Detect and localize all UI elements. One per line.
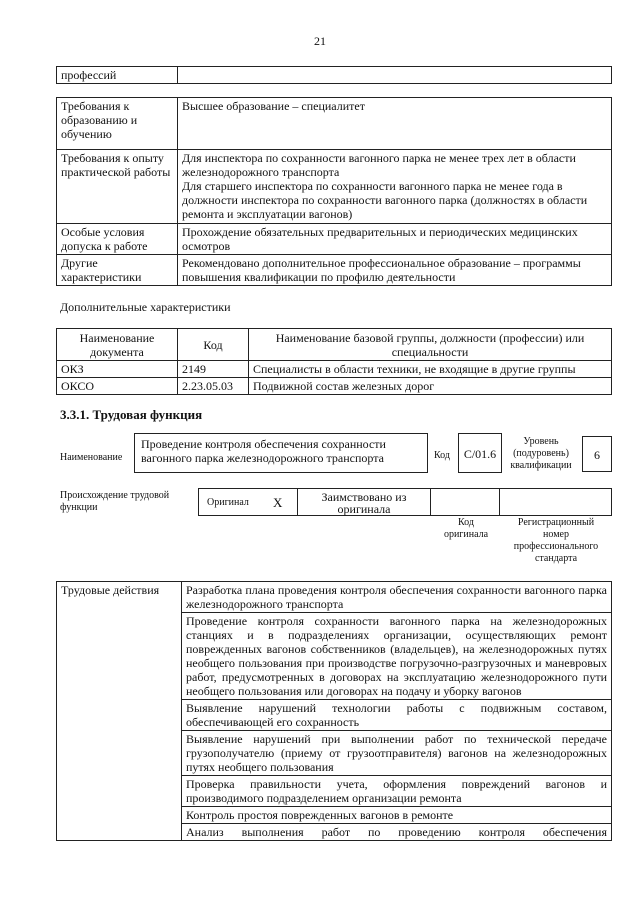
list-item: Проведение контроля сохранности вагонного парка на железнодорожных станциях и в подразделениях организации, осуществляющих ремонт поврежденных вагонов собственников (владельцев), на железнодорожных путях необщего пользования при производстве погрузочно-разгрузочных и маневровых работ, предусмотренных в договорах на эксплуатацию железнодорожного пути необщего пользования или договорах на подачу и уборку вагонов xyxy=(182,613,612,700)
origin-reg-box xyxy=(499,488,612,516)
origin-label: Происхождение трудовой функции xyxy=(60,490,170,513)
list-item: Анализ выполнения работ по проведению контроля обеспечения xyxy=(182,824,612,841)
extra-header-name: Наименование базовой группы, должности (профессии) или специальности xyxy=(249,329,612,361)
function-name-value: Проведение контроля обеспечения сохранности вагонного парка железнодорожного транспорта xyxy=(141,437,386,465)
function-code-value: C/01.6 xyxy=(463,447,497,461)
table-row xyxy=(57,378,612,395)
function-code-label: Код xyxy=(434,450,450,461)
list-item: Выявление нарушений при выполнении работ по технической передаче грузополучателю (приему от грузоотправителя) вагонов на железнодорожных путях необщего пользования xyxy=(182,731,612,776)
list-item: Проверка правильности учета, оформления повреждений вагонов и производимого подразделением организации ремонта xyxy=(182,776,612,807)
table-row xyxy=(57,361,612,378)
extra-cell: 2.23.05.03 xyxy=(178,378,249,395)
req-line: Высшее образование – специалитет xyxy=(182,99,365,113)
req-label-other: Другие характеристики xyxy=(57,255,178,286)
req-label-education: Требования к образованию и обучению xyxy=(57,98,178,150)
origin-borrowed-box xyxy=(297,488,431,516)
extra-characteristics-table xyxy=(56,328,612,395)
req-line: Для инспектора по сохранности вагонного парка не менее трех лет в области железнодорожного транспорта xyxy=(182,151,576,179)
req-label-admission: Особые условия допуска к работе xyxy=(57,224,178,255)
function-name-box xyxy=(134,433,428,473)
function-level-box xyxy=(582,436,612,472)
function-name-label: Наименование xyxy=(60,452,123,463)
req-line: Для старшего инспектора по сохранности вагонного парка не менее года в должности инспектора по сохранности вагонного парка (должностях в области ремонта и эксплуатации вагонов) xyxy=(182,179,588,221)
function-code-box xyxy=(458,433,502,473)
extra-cell: ОКСО xyxy=(57,378,178,395)
extra-header-code: Код xyxy=(178,329,249,361)
extra-cell: ОКЗ xyxy=(57,361,178,378)
origin-original-mark: X xyxy=(273,495,283,510)
extra-cell: Подвижной состав железных дорог xyxy=(249,378,612,395)
requirements-table xyxy=(56,97,612,286)
labor-actions-label: Трудовые действия xyxy=(57,582,182,841)
list-item: Разработка плана проведения контроля обеспечения сохранности вагонного парка железнодорожного транспорта xyxy=(182,582,612,613)
function-level-label: Уровень (подуровень) квалификации xyxy=(510,436,572,471)
list-item: Контроль простоя поврежденных вагонов в ремонте xyxy=(182,807,612,824)
origin-borrowed-label: Заимствовано из оригинала xyxy=(321,490,407,516)
top-row-table xyxy=(56,66,612,84)
req-value-experience xyxy=(178,150,612,224)
function-heading: 3.3.1. Трудовая функция xyxy=(60,407,203,422)
req-value-other xyxy=(178,255,612,286)
extra-header-doc: Наименование документа xyxy=(57,329,178,361)
page-number: 21 xyxy=(314,34,326,48)
extra-heading: Дополнительные характеристики xyxy=(60,300,231,314)
origin-code-caption: Код оригинала xyxy=(443,517,489,540)
top-row-cell-value xyxy=(178,67,612,84)
req-line: Рекомендовано дополнительное профессиональное образование – программы повышения квалификации по профилю деятельности xyxy=(182,256,581,284)
req-value-admission xyxy=(178,224,612,255)
function-level-value: 6 xyxy=(594,448,600,462)
top-row-cell-label: профессий xyxy=(57,67,178,84)
origin-reg-caption: Регистрационный номер профессионального стандарта xyxy=(513,517,599,564)
req-label-experience: Требования к опыту практической работы xyxy=(57,150,178,224)
origin-original-box xyxy=(198,488,298,516)
origin-code-box xyxy=(430,488,500,516)
extra-cell: 2149 xyxy=(178,361,249,378)
labor-actions-table xyxy=(56,581,612,841)
list-item: Выявление нарушений технологии работы с подвижным составом, обеспечивающей его сохранность xyxy=(182,700,612,731)
req-line: Прохождение обязательных предварительных и периодических медицинских осмотров xyxy=(182,225,578,253)
origin-original-label: Оригинал xyxy=(207,497,249,508)
req-value-education xyxy=(178,98,612,150)
extra-cell: Специалисты в области техники, не входящие в другие группы xyxy=(249,361,612,378)
